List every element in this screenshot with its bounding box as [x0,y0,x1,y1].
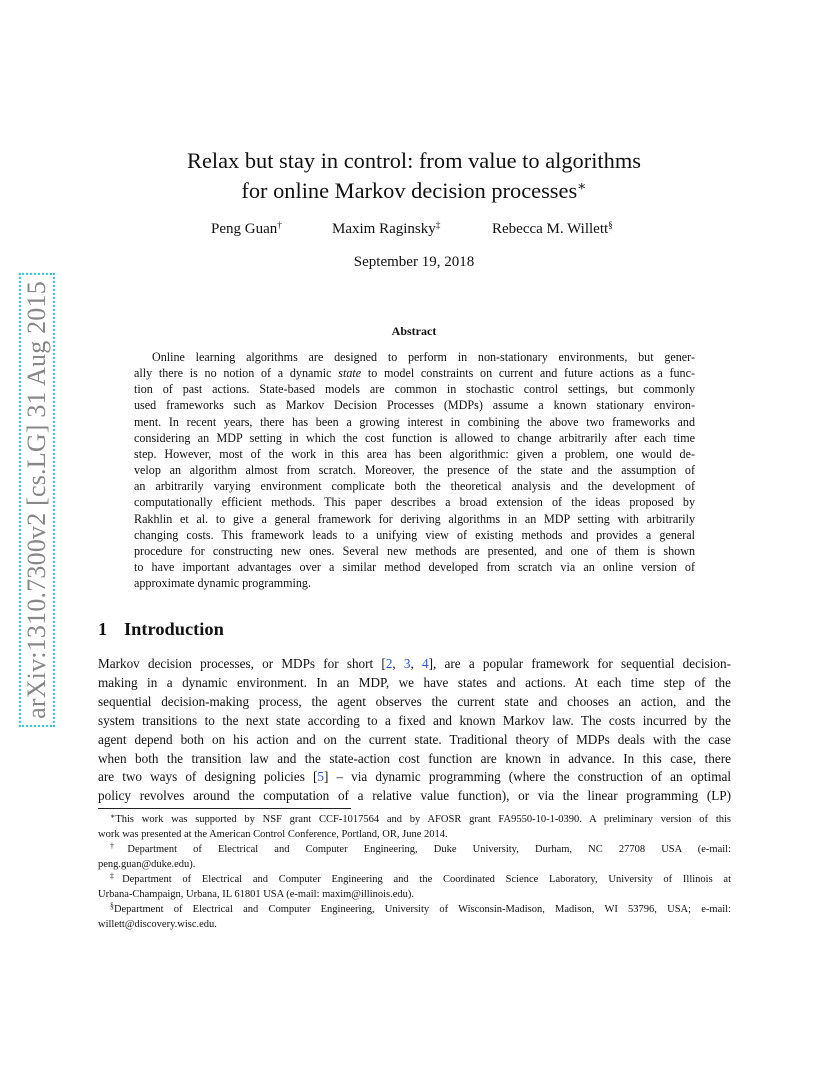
title-line-2 [0,176,828,206]
citation-link[interactable]: 3 [403,656,411,671]
abstract-line-text: ally there is no notion of a dynamic [134,366,339,381]
abstract-line: procedure for constructing new ones. Several new methods are presented, and one of them is shown [134,543,695,558]
author [492,221,613,238]
abstract-line: ment. In recent years, there has been a growing interest in combining the above two frameworks and [134,414,695,429]
footnote-line [98,903,731,918]
author-footnote-mark: § [608,220,613,231]
footnote-mark: † [110,841,128,851]
title-line-2-text: for online Markov decision processes [241,178,578,203]
paper-date: September 19, 2018 [353,254,475,270]
author [332,221,440,238]
title-line-1: Relax but stay in control: from value to algorithms [187,148,641,173]
intro-line: system transitions to the next state according to a fixed and known Markov law. The costs incurred by the [98,712,731,728]
footnote [98,843,731,872]
author-footnote-mark: † [277,220,282,231]
author-list [0,221,828,243]
author-name: Maxim Raginsky [332,221,436,237]
abstract-line: to have important advantages over a similar method developed from scratch via an online version of [134,560,695,575]
abstract-line: considering an MDP setting in which the cost function is allowed to change arbitrarily after each time [134,430,695,445]
intro-line: policy revolves around the computation of a relative value function), or via the linear programming (LP) [98,788,731,804]
footnote-line: work was presented at the American Control Conference, Portland, OR, June 2014. [98,828,448,840]
intro-line: when both the transition law and the state-action cost function are known in advance. In this case, there [98,750,731,766]
paper-title [0,146,828,206]
section-title: Introduction [124,619,224,639]
intro-line: making in a dynamic environment. In an MDP, we have states and actions. At each time step of the [98,674,731,690]
footnote-line: Urbana-Champaign, Urbana, IL 61801 USA (e-mail: maxim@illinois.edu). [98,888,415,900]
abstract-line: computationally efficient methods. This paper describes a broad extension of the ideas proposed by [134,495,695,510]
citation-link[interactable]: 2 [385,656,393,671]
abstract-line: changing costs. This framework leads to a unifying view of existing methods and provides a general [134,527,695,542]
author-name: Rebecca M. Willett [492,221,609,237]
footnote-mark: § [110,901,114,911]
footnote-divider [98,808,351,809]
section-heading [98,619,224,640]
author-footnote-mark: ‡ [435,220,441,231]
footnote-text: Department of Electrical and Computer Engineering, Duke University, Durham, NC 27708 USA (e-mail: [127,844,731,855]
footnote [98,873,731,902]
arxiv-stamp: arXiv:1310.7300v2 [cs.LG] 31 Aug 2015 [19,273,55,727]
footnote-line [98,873,731,888]
abstract-line: velop an algorithm almost from scratch. Moreover, the presence of the state and the assumption of [134,463,695,478]
abstract-line: Rakhlin et al. to give a general framework for deriving algorithms in an MDP setting with arbitrarily [134,511,695,526]
footnote-text: Department of Electrical and Computer Engineering, University of Wisconsin-Madison, Madison, WI 53796, USA; e-mail: [113,904,731,915]
author [211,221,282,238]
abstract-line: step. However, most of the work in this area has been algorithmic: given a problem, one would de- [134,446,695,461]
intro-line: Markov decision processes, or MDPs for short [2, 3, 4], are a popular framework for sequential decision- [98,656,732,671]
abstract-line-text: to model constraints on current and future actions as a func- [361,366,695,381]
citation-link[interactable]: 5 [317,769,324,785]
intro-text: ] – via dynamic programming (where the construction of an optimal [323,769,731,785]
intro-text: Markov decision processes, or MDPs for short [ [98,656,386,671]
footnote-line: peng.guan@duke.edu). [98,858,196,870]
abstract-line: used frameworks such as Markov Decision Processes (MDPs) assume a known stationary environ- [134,398,695,413]
footnote [98,813,731,842]
title-footnote-mark: ∗ [577,179,587,195]
citation-link[interactable]: 4 [422,656,429,671]
footnote-text: This work was supported by NSF grant CCF-1017564 and by AFOSR grant FA9550-10-1-0390. A preliminary version of this [115,814,731,825]
footnote-mark: ‡ [110,871,123,881]
footnote-line [98,843,731,858]
section-number: 1 [98,619,108,639]
abstract-body [134,349,695,591]
intro-paragraph [98,655,731,806]
footnotes [98,813,731,933]
footnote [98,903,731,932]
abstract-line: Online learning algorithms are designed to perform in non-stationary environments, but gener- [152,350,695,364]
abstract-emphasis: state [338,366,362,381]
footnote-line [98,813,731,828]
intro-text: ], are a popular framework for sequential decision- [428,656,732,671]
abstract-line: approximate dynamic programming. [134,576,311,591]
abstract-heading: Abstract [391,324,437,338]
author-name: Peng Guan [211,221,278,237]
abstract-line [134,365,695,381]
footnote-text: Department of Electrical and Computer Engineering and the Coordinated Science Laboratory, University of Illinois at [122,874,731,885]
abstract-line: an arbitrarily varying environment complicate both the theoretical analysis and the development of [134,479,695,494]
footnote-mark: ∗ [110,811,116,821]
intro-line: agent depend both on his action and on the current state. Traditional theory of MDPs deals with the case [98,731,731,747]
footnote-line: willett@discovery.wisc.edu. [98,918,217,930]
intro-line [98,768,731,787]
abstract-line: tion of past actions. State-based models are common in stochastic control settings, but commonly [134,382,695,397]
intro-line: sequential decision-making process, the agent observes the current state and chooses an action, and the [98,693,731,709]
intro-text: are two ways of designing policies [ [98,769,318,785]
